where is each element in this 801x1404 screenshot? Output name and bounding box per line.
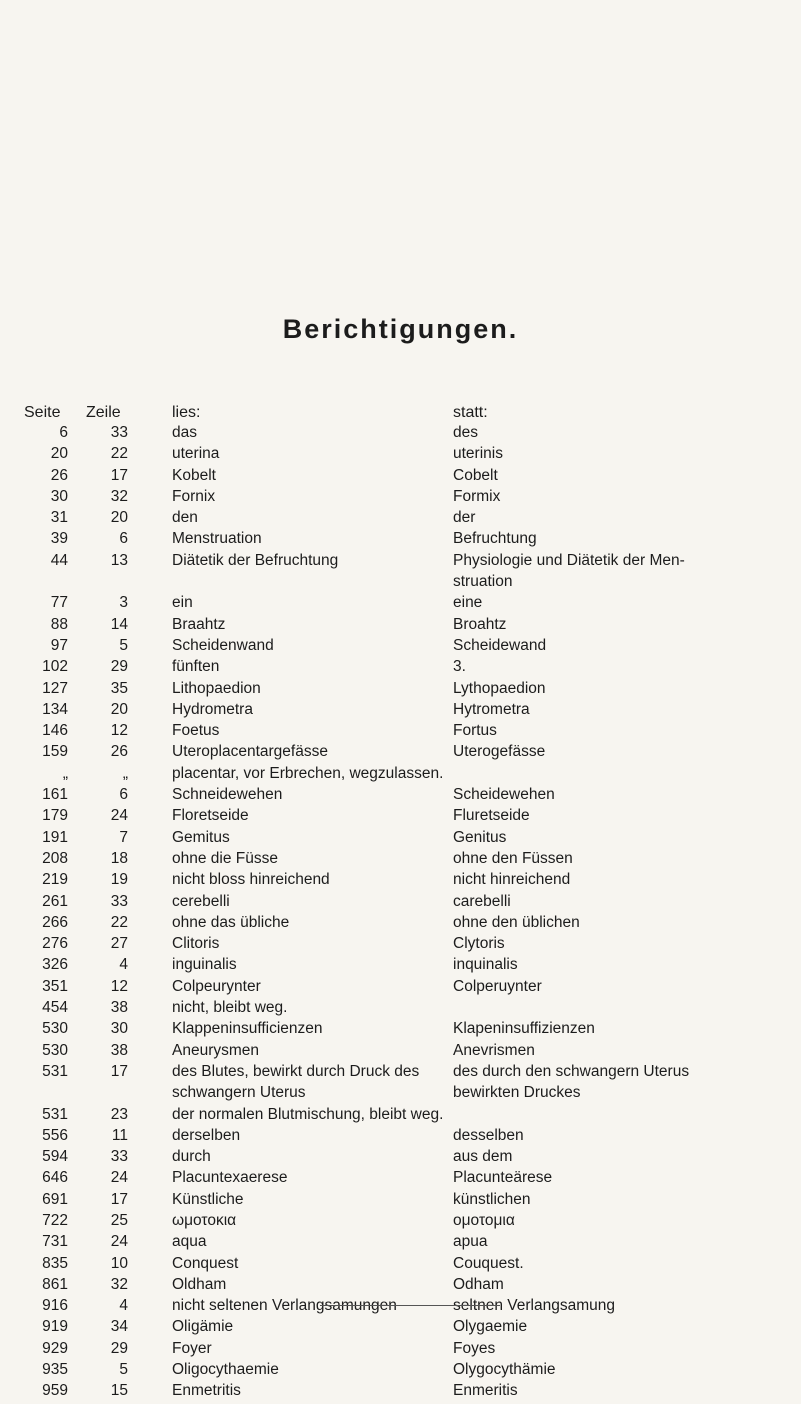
- errata-table: [0, 424, 801, 1404]
- erroneous-reading: apua: [453, 1233, 488, 1251]
- correct-reading: Kobelt: [172, 466, 216, 484]
- correct-reading: schwangern Uterus: [172, 1084, 306, 1102]
- errata-row: [0, 999, 801, 1020]
- correct-reading: Oldham: [172, 1275, 227, 1293]
- line-number: 24: [110, 1233, 128, 1251]
- line-number: 10: [110, 1254, 128, 1272]
- page-number: 44: [50, 551, 68, 569]
- line-number: 33: [110, 424, 128, 441]
- correct-reading: Diätetik der Befruchtung: [172, 551, 339, 569]
- erroneous-reading: bewirkten Druckes: [453, 1084, 581, 1102]
- correct-reading: nicht, bleibt weg.: [172, 999, 288, 1017]
- page-number: „: [62, 764, 68, 782]
- erroneous-reading: Klapeninsuffizienzen: [453, 1020, 595, 1038]
- errata-row: [0, 680, 801, 701]
- page-number: 39: [50, 530, 68, 548]
- page-number: 266: [42, 913, 68, 931]
- header-statt: statt:: [453, 404, 488, 421]
- erroneous-reading: Lythopaedion: [453, 679, 546, 697]
- erroneous-reading: Fortus: [453, 722, 497, 740]
- errata-row: [0, 850, 801, 871]
- errata-row: [0, 1169, 801, 1190]
- correct-reading: cerebelli: [172, 892, 230, 910]
- line-number: 4: [119, 1297, 128, 1315]
- erroneous-reading: Colperuynter: [453, 977, 542, 995]
- errata-row: [0, 978, 801, 999]
- errata-row: [0, 1340, 801, 1361]
- errata-row: [0, 573, 801, 594]
- header-seite: Seite: [24, 404, 61, 421]
- errata-row: [0, 1042, 801, 1063]
- page-number: 219: [42, 871, 68, 889]
- correct-reading: Colpeurynter: [172, 977, 261, 995]
- header-lies: lies:: [172, 404, 201, 421]
- page-number: 691: [42, 1190, 68, 1208]
- correct-reading: Conquest: [172, 1254, 239, 1272]
- erroneous-reading: des: [453, 424, 478, 441]
- line-number: „: [122, 764, 128, 782]
- line-number: 32: [110, 1275, 128, 1293]
- erroneous-reading: Physiologie und Diätetik der Men-: [453, 551, 685, 569]
- erroneous-reading: inquinalis: [453, 956, 518, 974]
- correct-reading: durch: [172, 1148, 211, 1166]
- line-number: 14: [110, 615, 128, 633]
- correct-reading: Gemitus: [172, 828, 230, 846]
- correct-reading: Hydrometra: [172, 700, 253, 718]
- erroneous-reading: ομοτομια: [453, 1211, 515, 1229]
- line-number: 5: [119, 636, 128, 654]
- erroneous-reading: ohne den üblichen: [453, 913, 580, 931]
- errata-row: [0, 552, 801, 573]
- erroneous-reading: Foyes: [453, 1339, 496, 1357]
- correct-reading: Uteroplacentargefässe: [172, 743, 328, 761]
- page-number: 929: [42, 1339, 68, 1357]
- correct-reading: placentar, vor Erbrechen, wegzulassen.: [172, 764, 444, 782]
- line-number: 19: [110, 871, 128, 889]
- line-number: 20: [110, 509, 128, 527]
- correct-reading: Lithopaedion: [172, 679, 261, 697]
- erroneous-reading: künstlichen: [453, 1190, 531, 1208]
- errata-row: [0, 956, 801, 977]
- errata-row: [0, 594, 801, 615]
- correct-reading: aqua: [172, 1233, 207, 1251]
- erroneous-reading: Clytoris: [453, 935, 505, 953]
- erroneous-reading: Cobelt: [453, 466, 498, 484]
- line-number: 20: [110, 700, 128, 718]
- line-number: 7: [119, 828, 128, 846]
- correct-reading: den: [172, 509, 198, 527]
- errata-row: [0, 765, 801, 786]
- errata-row: [0, 1297, 801, 1318]
- errata-row: [0, 658, 801, 679]
- erroneous-reading: Olygocythämie: [453, 1361, 556, 1379]
- page-number: 191: [42, 828, 68, 846]
- page-number: 594: [42, 1148, 68, 1166]
- correct-reading: Foetus: [172, 722, 220, 740]
- line-number: 6: [119, 786, 128, 804]
- errata-row: [0, 1382, 801, 1403]
- erroneous-reading: carebelli: [453, 892, 511, 910]
- correct-reading: der normalen Blutmischung, bleibt weg.: [172, 1105, 444, 1123]
- line-number: 29: [110, 1339, 128, 1357]
- correct-reading: Oligocythaemie: [172, 1361, 279, 1379]
- line-number: 38: [110, 999, 128, 1017]
- page-number: 531: [42, 1062, 68, 1080]
- erroneous-reading: Placunteärese: [453, 1169, 553, 1187]
- erroneous-reading: des durch den schwangern Uterus: [453, 1062, 690, 1080]
- errata-row: [0, 786, 801, 807]
- correct-reading: Künstliche: [172, 1190, 244, 1208]
- line-number: 13: [110, 551, 128, 569]
- page-number: 31: [50, 509, 68, 527]
- correct-reading: des Blutes, bewirkt durch Druck des: [172, 1062, 420, 1080]
- errata-row: [0, 467, 801, 488]
- page-number: 179: [42, 807, 68, 825]
- erroneous-reading: ohne den Füssen: [453, 849, 573, 867]
- erroneous-reading: Uterogefässe: [453, 743, 546, 761]
- page-number: 351: [42, 977, 68, 995]
- line-number: 6: [119, 530, 128, 548]
- erroneous-reading: seltnen Verlangsamung: [453, 1297, 616, 1315]
- line-number: 35: [110, 679, 128, 697]
- erroneous-reading: uterinis: [453, 445, 503, 463]
- correct-reading: Menstruation: [172, 530, 262, 548]
- correct-reading: Aneurysmen: [172, 1041, 260, 1059]
- page-number: 97: [50, 636, 68, 654]
- erroneous-reading: Fluretseide: [453, 807, 530, 825]
- erroneous-reading: Scheidewehen: [453, 786, 555, 804]
- page-number: 861: [42, 1275, 68, 1293]
- line-number: 30: [110, 1020, 128, 1038]
- page-number: 261: [42, 892, 68, 910]
- line-number: 15: [110, 1382, 128, 1400]
- erroneous-reading: Hytrometra: [453, 700, 530, 718]
- page-number: 530: [42, 1041, 68, 1059]
- page-number: 530: [42, 1020, 68, 1038]
- erroneous-reading: Formix: [453, 487, 501, 505]
- errata-row: [0, 1276, 801, 1297]
- page-number: 556: [42, 1126, 68, 1144]
- line-number: 18: [110, 849, 128, 867]
- correct-reading: uterina: [172, 445, 220, 463]
- correct-reading: Scheidenwand: [172, 636, 274, 654]
- line-number: 34: [110, 1318, 128, 1336]
- erroneous-reading: nicht hinreichend: [453, 871, 571, 889]
- erroneous-reading: Broahtz: [453, 615, 507, 633]
- closing-rule: [320, 1305, 500, 1306]
- correct-reading: Braahtz: [172, 615, 226, 633]
- erroneous-reading: desselben: [453, 1126, 524, 1144]
- errata-row: [0, 893, 801, 914]
- errata-row: [0, 1255, 801, 1276]
- errata-row: [0, 530, 801, 551]
- correct-reading: ωμοτοκια: [172, 1211, 237, 1229]
- page-number: 146: [42, 722, 68, 740]
- page-number: 835: [42, 1254, 68, 1272]
- errata-row: [0, 722, 801, 743]
- erroneous-reading: Enmeritis: [453, 1382, 518, 1400]
- page-number: 731: [42, 1233, 68, 1251]
- correct-reading: ohne die Füsse: [172, 849, 278, 867]
- page-number: 916: [42, 1297, 68, 1315]
- errata-row: [0, 488, 801, 509]
- line-number: 27: [110, 935, 128, 953]
- errata-row: [0, 1233, 801, 1254]
- correct-reading: ohne das übliche: [172, 913, 290, 931]
- correct-reading: Oligämie: [172, 1318, 234, 1336]
- errata-row: [0, 1106, 801, 1127]
- errata-row: [0, 1148, 801, 1169]
- line-number: 17: [110, 1190, 128, 1208]
- erroneous-reading: eine: [453, 594, 483, 612]
- page-number: 30: [50, 487, 68, 505]
- page-number: 26: [50, 466, 68, 484]
- correct-reading: Enmetritis: [172, 1382, 241, 1400]
- erroneous-reading: der: [453, 509, 476, 527]
- page-number: 102: [42, 658, 68, 676]
- line-number: 29: [110, 658, 128, 676]
- page-number: 935: [42, 1361, 68, 1379]
- correct-reading: Placuntexaerese: [172, 1169, 288, 1187]
- page-number: 161: [42, 786, 68, 804]
- erroneous-reading: aus dem: [453, 1148, 513, 1166]
- page-number: 88: [50, 615, 68, 633]
- correct-reading: nicht bloss hinreichend: [172, 871, 330, 889]
- errata-row: [0, 1063, 801, 1084]
- page-number: 77: [50, 594, 68, 612]
- correct-reading: Schneidewehen: [172, 786, 283, 804]
- correct-reading: fünften: [172, 658, 220, 676]
- correct-reading: ein: [172, 594, 193, 612]
- correct-reading: Foyer: [172, 1339, 212, 1357]
- page-number: 208: [42, 849, 68, 867]
- line-number: 33: [110, 892, 128, 910]
- correct-reading: Klappeninsufficienzen: [172, 1020, 323, 1038]
- erroneous-reading: 3.: [453, 658, 466, 676]
- line-number: 25: [110, 1211, 128, 1229]
- page-number: 722: [42, 1211, 68, 1229]
- errata-row: [0, 871, 801, 892]
- erroneous-reading: Anevrismen: [453, 1041, 535, 1059]
- correct-reading: Fornix: [172, 487, 216, 505]
- erroneous-reading: Genitus: [453, 828, 507, 846]
- correct-reading: derselben: [172, 1126, 241, 1144]
- page-number: 20: [50, 445, 68, 463]
- header-zeile: Zeile: [86, 404, 121, 421]
- page-number: 159: [42, 743, 68, 761]
- line-number: 23: [110, 1105, 128, 1123]
- page-number: 6: [59, 424, 68, 441]
- erroneous-reading: Olygaemie: [453, 1318, 528, 1336]
- errata-row: [0, 743, 801, 764]
- errata-row: [0, 1191, 801, 1212]
- line-number: 26: [110, 743, 128, 761]
- page-number: 276: [42, 935, 68, 953]
- correct-reading: nicht seltenen Verlangsamungen: [172, 1297, 397, 1315]
- line-number: 24: [110, 1169, 128, 1187]
- errata-row: [0, 914, 801, 935]
- line-number: 4: [119, 956, 128, 974]
- page-number: 127: [42, 679, 68, 697]
- line-number: 17: [110, 1062, 128, 1080]
- page-number: 326: [42, 956, 68, 974]
- errata-row: [0, 424, 801, 445]
- errata-row: [0, 1361, 801, 1382]
- errata-row: [0, 807, 801, 828]
- page-number: 134: [42, 700, 68, 718]
- line-number: 11: [111, 1126, 128, 1144]
- erroneous-reading: struation: [453, 573, 513, 591]
- errata-row: [0, 509, 801, 530]
- line-number: 22: [110, 913, 128, 931]
- errata-row: [0, 1318, 801, 1339]
- errata-row: [0, 701, 801, 722]
- line-number: 24: [110, 807, 128, 825]
- errata-row: [0, 829, 801, 850]
- errata-row: [0, 445, 801, 466]
- page-number: 919: [42, 1318, 68, 1336]
- correct-reading: Clitoris: [172, 935, 220, 953]
- correct-reading: das: [172, 424, 197, 441]
- line-number: 5: [119, 1361, 128, 1379]
- line-number: 33: [110, 1148, 128, 1166]
- errata-row: [0, 935, 801, 956]
- erroneous-reading: Befruchtung: [453, 530, 537, 548]
- line-number: 12: [110, 977, 128, 995]
- line-number: 3: [119, 594, 128, 612]
- correct-reading: Floretseide: [172, 807, 249, 825]
- errata-row: [0, 616, 801, 637]
- errata-row: [0, 1127, 801, 1148]
- line-number: 17: [110, 466, 128, 484]
- errata-row: [0, 1084, 801, 1105]
- page-number: 531: [42, 1105, 68, 1123]
- erroneous-reading: Couquest.: [453, 1254, 524, 1272]
- correct-reading: inguinalis: [172, 956, 237, 974]
- errata-row: [0, 1020, 801, 1041]
- line-number: 12: [110, 722, 128, 740]
- line-number: 38: [110, 1041, 128, 1059]
- page-number: 959: [42, 1382, 68, 1400]
- line-number: 32: [110, 487, 128, 505]
- page-number: 454: [42, 999, 68, 1017]
- page-title: Berichtigungen.: [282, 314, 519, 344]
- errata-row: [0, 1212, 801, 1233]
- erroneous-reading: Scheidewand: [453, 636, 547, 654]
- page-number: 646: [42, 1169, 68, 1187]
- erroneous-reading: Odham: [453, 1275, 504, 1293]
- errata-row: [0, 637, 801, 658]
- line-number: 22: [110, 445, 128, 463]
